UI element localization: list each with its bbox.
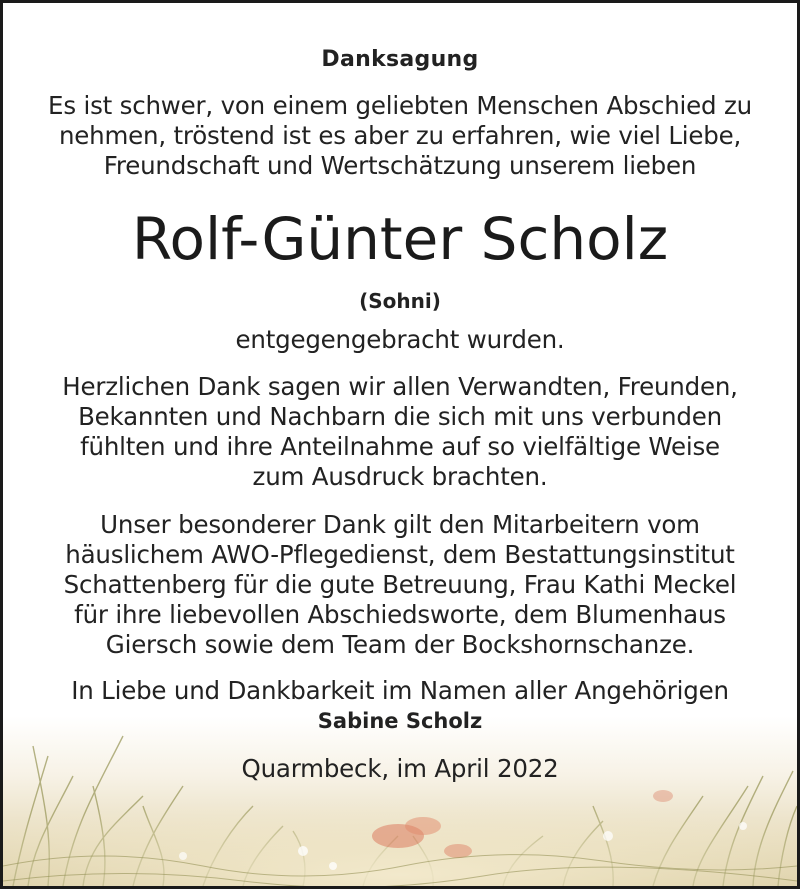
intro-line: Freundschaft und Wertschätzung unserem lieben [103, 151, 697, 180]
thanks-line: fühlten und ihre Anteilnahme auf so vielfältige Weise [80, 432, 720, 461]
special-thanks-paragraph [3, 510, 797, 660]
special-thanks-line: für ihre liebevollen Abschiedsworte, dem Blumenhaus [74, 600, 726, 629]
intro-paragraph [3, 91, 797, 181]
after-name-text: entgegengebracht wurden. [235, 325, 565, 354]
closing-text: In Liebe und Dankbarkeit im Namen aller Angehörigen [71, 676, 729, 705]
signer-name: Sabine Scholz [317, 709, 483, 733]
intro-line: Es ist schwer, von einem geliebten Menschen Abschied zu [48, 91, 752, 120]
thanks-paragraph [3, 372, 797, 492]
special-thanks-line: häuslichem AWO-Pflegedienst, dem Bestattungsinstitut [65, 540, 735, 569]
thanks-line: zum Ausdruck brachten. [252, 462, 548, 491]
special-thanks-line: Schattenberg für die gute Betreuung, Frau Kathi Meckel [63, 570, 737, 599]
special-thanks-line: Unser besonderer Dank gilt den Mitarbeitern vom [100, 510, 700, 539]
thanks-line: Herzlichen Dank sagen wir allen Verwandten, Freunden, [62, 372, 738, 401]
notice-heading: Danksagung [321, 47, 479, 72]
after-name-line [3, 325, 797, 355]
place-date-line [3, 754, 797, 784]
thanks-line: Bekannten und Nachbarn die sich mit uns verbunden [78, 402, 722, 431]
intro-line: nehmen, tröstend ist es aber zu erfahren, wie viel Liebe, [58, 121, 742, 150]
meadow-background-image [3, 716, 797, 886]
deceased-name: Rolf-Günter Scholz [131, 205, 669, 273]
closing-line [3, 676, 797, 706]
deceased-nickname: (Sohni) [359, 289, 441, 313]
special-thanks-line: Giersch sowie dem Team der Bockshornschanze. [105, 630, 695, 659]
place-date-text: Quarmbeck, im April 2022 [241, 754, 559, 783]
